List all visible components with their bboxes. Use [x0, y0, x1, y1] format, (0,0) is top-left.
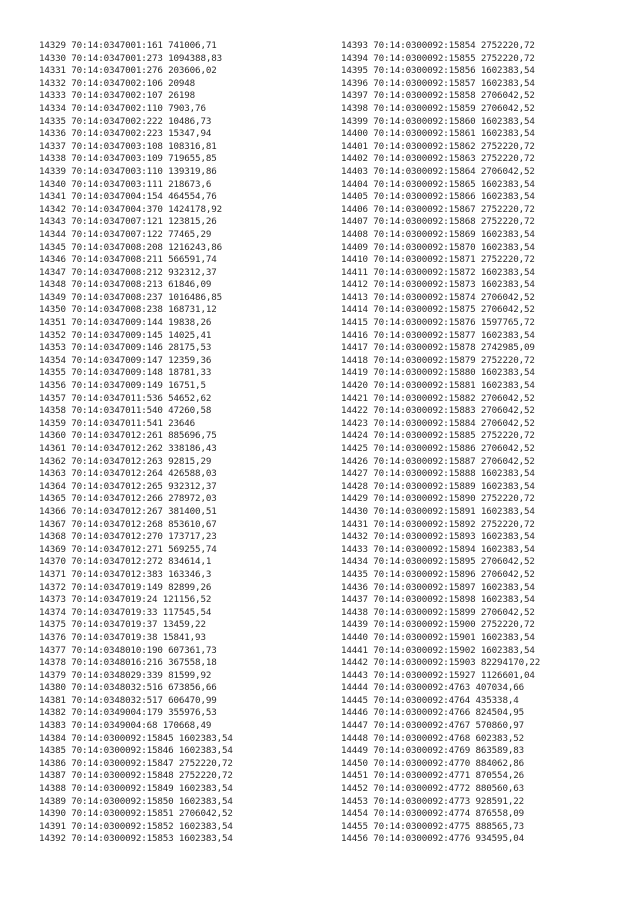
record-row: 14408 70:14:0300092:15869 1602383,54: [341, 228, 535, 240]
record-row: 14334 70:14:0347002:110 7903,76: [39, 102, 206, 114]
record-row: 14410 70:14:0300092:15871 2752220,72: [341, 254, 535, 266]
record-row: 14362 70:14:0347012:263 92815,29: [39, 455, 212, 467]
record-row: 14431 70:14:0300092:15892 2752220,72: [341, 518, 535, 530]
record-row: 14386 70:14:0300092:15847 2752220,72: [39, 757, 233, 769]
record-row: 14449 70:14:0300092:4769 863589,83: [341, 745, 524, 757]
record-row: 14442 70:14:0300092:15903 82294170,22: [341, 657, 541, 669]
record-row: 14354 70:14:0347009:147 12359,36: [39, 354, 212, 366]
record-row: 14421 70:14:0300092:15882 2706042,52: [341, 392, 535, 404]
record-row: 14443 70:14:0300092:15927 1126601,04: [341, 669, 535, 681]
record-row: 14383 70:14:0349004:68 170668,49: [39, 720, 212, 732]
record-row: 14424 70:14:0300092:15885 2752220,72: [341, 430, 535, 442]
record-row: 14369 70:14:0347012:271 569255,74: [39, 543, 217, 555]
record-row: 14391 70:14:0300092:15852 1602383,54: [39, 820, 233, 832]
record-row: 14335 70:14:0347002:222 10486,73: [39, 115, 212, 127]
record-row: 14402 70:14:0300092:15863 2752220,72: [341, 153, 535, 165]
record-row: 14360 70:14:0347012:261 885696,75: [39, 430, 217, 442]
record-row: 14341 70:14:0347004:154 464554,76: [39, 191, 217, 203]
record-row: 14377 70:14:0348010:190 607361,73: [39, 644, 217, 656]
record-row: 14390 70:14:0300092:15851 2706042,52: [39, 808, 233, 820]
record-row: 14333 70:14:0347002:107 26198: [39, 90, 196, 102]
record-row: 14451 70:14:0300092:4771 870554,26: [341, 770, 524, 782]
record-row: 14396 70:14:0300092:15857 1602383,54: [341, 77, 535, 89]
record-row: 14378 70:14:0348016:216 367558,18: [39, 657, 217, 669]
record-row: 14372 70:14:0347019:149 82899,26: [39, 581, 212, 593]
record-row: 14450 70:14:0300092:4770 884062,86: [341, 757, 524, 769]
record-row: 14373 70:14:0347019:24 121156,52: [39, 594, 212, 606]
record-row: 14330 70:14:0347001:273 1094388,83: [39, 52, 222, 64]
record-row: 14425 70:14:0300092:15886 2706042,52: [341, 443, 535, 454]
record-row: 14343 70:14:0347007:121 123815,26: [39, 216, 217, 228]
record-row: 14456 70:14:0300092:4776 934595,04: [341, 833, 524, 845]
record-row: 14435 70:14:0300092:15896 2706042,52: [341, 568, 535, 580]
record-row: 14395 70:14:0300092:15856 1602383,54: [341, 65, 535, 77]
record-row: 14448 70:14:0300092:4768 602383,52: [341, 732, 524, 744]
right-column: [341, 40, 540, 846]
record-row: 14447 70:14:0300092:4767 570860,97: [341, 720, 524, 732]
record-row: 14445 70:14:0300092:4764 435338,4: [341, 694, 519, 706]
record-row: 14376 70:14:0347019:38 15841,93: [39, 631, 206, 643]
record-row: 14344 70:14:0347007:122 77465,29: [39, 228, 212, 240]
record-row: 14412 70:14:0300092:15873 1602383,54: [341, 279, 535, 291]
record-row: 14358 70:14:0347011:540 47260,58: [39, 405, 212, 417]
record-row: 14329 70:14:0347001:161 741006,71: [39, 40, 217, 51]
record-row: 14397 70:14:0300092:15858 2706042,52: [341, 90, 535, 102]
record-row: 14336 70:14:0347002:223 15347,94: [39, 128, 212, 140]
record-row: 14416 70:14:0300092:15877 1602383,54: [341, 329, 535, 341]
record-row: 14364 70:14:0347012:265 932312,37: [39, 480, 217, 492]
record-row: 14370 70:14:0347012:272 834614,1: [39, 556, 212, 568]
record-row: 14371 70:14:0347012:383 163346,3: [39, 568, 212, 580]
record-row: 14385 70:14:0300092:15846 1602383,54: [39, 745, 233, 757]
record-row: 14398 70:14:0300092:15859 2706042,52: [341, 102, 535, 114]
record-row: 14392 70:14:0300092:15853 1602383,54: [39, 833, 233, 845]
record-row: 14406 70:14:0300092:15867 2752220,72: [341, 203, 535, 215]
record-row: 14452 70:14:0300092:4772 880560,63: [341, 783, 524, 795]
record-row: 14399 70:14:0300092:15860 1602383,54: [341, 115, 535, 127]
record-row: 14441 70:14:0300092:15902 1602383,54: [341, 644, 535, 656]
record-row: 14423 70:14:0300092:15884 2706042,52: [341, 417, 535, 429]
record-row: 14432 70:14:0300092:15893 1602383,54: [341, 531, 535, 543]
record-row: 14403 70:14:0300092:15864 2706042,52: [341, 165, 535, 177]
record-row: 14444 70:14:0300092:4763 407034,66: [341, 682, 524, 694]
record-row: 14437 70:14:0300092:15898 1602383,54: [341, 594, 535, 606]
record-row: 14429 70:14:0300092:15890 2752220,72: [341, 493, 535, 505]
record-row: 14404 70:14:0300092:15865 1602383,54: [341, 178, 535, 190]
record-row: 14415 70:14:0300092:15876 1597765,72: [341, 317, 535, 329]
record-row: 14357 70:14:0347011:536 54652,62: [39, 392, 212, 404]
record-row: 14359 70:14:0347011:541 23646: [39, 417, 196, 429]
record-row: 14455 70:14:0300092:4775 888565,73: [341, 820, 524, 832]
record-row: 14353 70:14:0347009:146 28175,53: [39, 342, 212, 354]
record-row: 14400 70:14:0300092:15861 1602383,54: [341, 128, 535, 140]
record-row: 14332 70:14:0347002:106 20948: [39, 77, 196, 89]
record-row: 14337 70:14:0347003:108 108316,81: [39, 140, 217, 152]
record-row: 14361 70:14:0347012:262 338186,43: [39, 443, 217, 454]
record-row: 14440 70:14:0300092:15901 1602383,54: [341, 631, 535, 643]
record-row: 14430 70:14:0300092:15891 1602383,54: [341, 505, 535, 517]
record-row: 14339 70:14:0347003:110 139319,86: [39, 165, 217, 177]
record-row: 14433 70:14:0300092:15894 1602383,54: [341, 543, 535, 555]
record-row: 14355 70:14:0347009:148 18781,33: [39, 367, 212, 379]
record-row: 14409 70:14:0300092:15870 1602383,54: [341, 241, 535, 253]
record-row: 14365 70:14:0347012:266 278972,03: [39, 493, 217, 505]
record-row: 14346 70:14:0347008:211 566591,74: [39, 254, 217, 266]
record-row: 14439 70:14:0300092:15900 2752220,72: [341, 619, 535, 631]
record-row: 14422 70:14:0300092:15883 2706042,52: [341, 405, 535, 417]
record-row: 14436 70:14:0300092:15897 1602383,54: [341, 581, 535, 593]
record-row: 14405 70:14:0300092:15866 1602383,54: [341, 191, 535, 203]
record-row: 14388 70:14:0300092:15849 1602383,54: [39, 783, 233, 795]
record-row: 14368 70:14:0347012:270 173717,23: [39, 531, 217, 543]
record-row: 14428 70:14:0300092:15889 1602383,54: [341, 480, 535, 492]
record-row: 14367 70:14:0347012:268 853610,67: [39, 518, 217, 530]
record-row: 14331 70:14:0347001:276 203606,02: [39, 65, 217, 77]
record-row: 14407 70:14:0300092:15868 2752220,72: [341, 216, 535, 228]
record-row: 14340 70:14:0347003:111 218673,6: [39, 178, 212, 190]
record-row: 14351 70:14:0347009:144 19838,26: [39, 317, 212, 329]
record-row: 14350 70:14:0347008:238 168731,12: [39, 304, 217, 316]
record-row: 14413 70:14:0300092:15874 2706042,52: [341, 291, 535, 303]
record-row: 14414 70:14:0300092:15875 2706042,52: [341, 304, 535, 316]
record-row: 14393 70:14:0300092:15854 2752220,72: [341, 40, 535, 51]
record-row: 14401 70:14:0300092:15862 2752220,72: [341, 140, 535, 152]
record-row: 14419 70:14:0300092:15880 1602383,54: [341, 367, 535, 379]
record-row: 14380 70:14:0348032:516 673856,66: [39, 682, 217, 694]
record-row: 14338 70:14:0347003:109 719655,85: [39, 153, 217, 165]
record-row: 14454 70:14:0300092:4774 876558,09: [341, 808, 524, 820]
record-row: 14348 70:14:0347008:213 61846,09: [39, 279, 212, 291]
record-row: 14381 70:14:0348032:517 606470,99: [39, 694, 217, 706]
record-row: 14342 70:14:0347004:370 1424178,92: [39, 203, 222, 215]
record-row: 14434 70:14:0300092:15895 2706042,52: [341, 556, 535, 568]
record-row: 14417 70:14:0300092:15878 2742985,09: [341, 342, 535, 354]
record-row: 14418 70:14:0300092:15879 2752220,72: [341, 354, 535, 366]
record-row: 14453 70:14:0300092:4773 928591,22: [341, 795, 524, 807]
record-row: 14363 70:14:0347012:264 426588,03: [39, 468, 217, 480]
record-row: 14389 70:14:0300092:15850 1602383,54: [39, 795, 233, 807]
record-row: 14420 70:14:0300092:15881 1602383,54: [341, 380, 535, 392]
record-row: 14427 70:14:0300092:15888 1602383,54: [341, 468, 535, 480]
record-row: 14382 70:14:0349004:179 355976,53: [39, 707, 217, 719]
record-row: 14446 70:14:0300092:4766 824504,95: [341, 707, 524, 719]
record-row: 14426 70:14:0300092:15887 2706042,52: [341, 455, 535, 467]
record-row: 14347 70:14:0347008:212 932312,37: [39, 266, 217, 278]
record-row: 14411 70:14:0300092:15872 1602383,54: [341, 266, 535, 278]
record-row: 14394 70:14:0300092:15855 2752220,72: [341, 52, 535, 64]
record-row: 14352 70:14:0347009:145 14025,41: [39, 329, 212, 341]
record-row: 14438 70:14:0300092:15899 2706042,52: [341, 606, 535, 618]
record-row: 14387 70:14:0300092:15848 2752220,72: [39, 770, 233, 782]
left-column: [39, 40, 233, 846]
record-row: 14374 70:14:0347019:33 117545,54: [39, 606, 212, 618]
record-row: 14379 70:14:0348029:339 81599,92: [39, 669, 212, 681]
record-row: 14384 70:14:0300092:15845 1602383,54: [39, 732, 233, 744]
record-row: 14356 70:14:0347009:149 16751,5: [39, 380, 206, 392]
record-row: 14366 70:14:0347012:267 381400,51: [39, 505, 217, 517]
record-row: 14349 70:14:0347008:237 1016486,85: [39, 291, 222, 303]
record-row: 14375 70:14:0347019:37 13459,22: [39, 619, 206, 631]
record-row: 14345 70:14:0347008:208 1216243,86: [39, 241, 222, 253]
